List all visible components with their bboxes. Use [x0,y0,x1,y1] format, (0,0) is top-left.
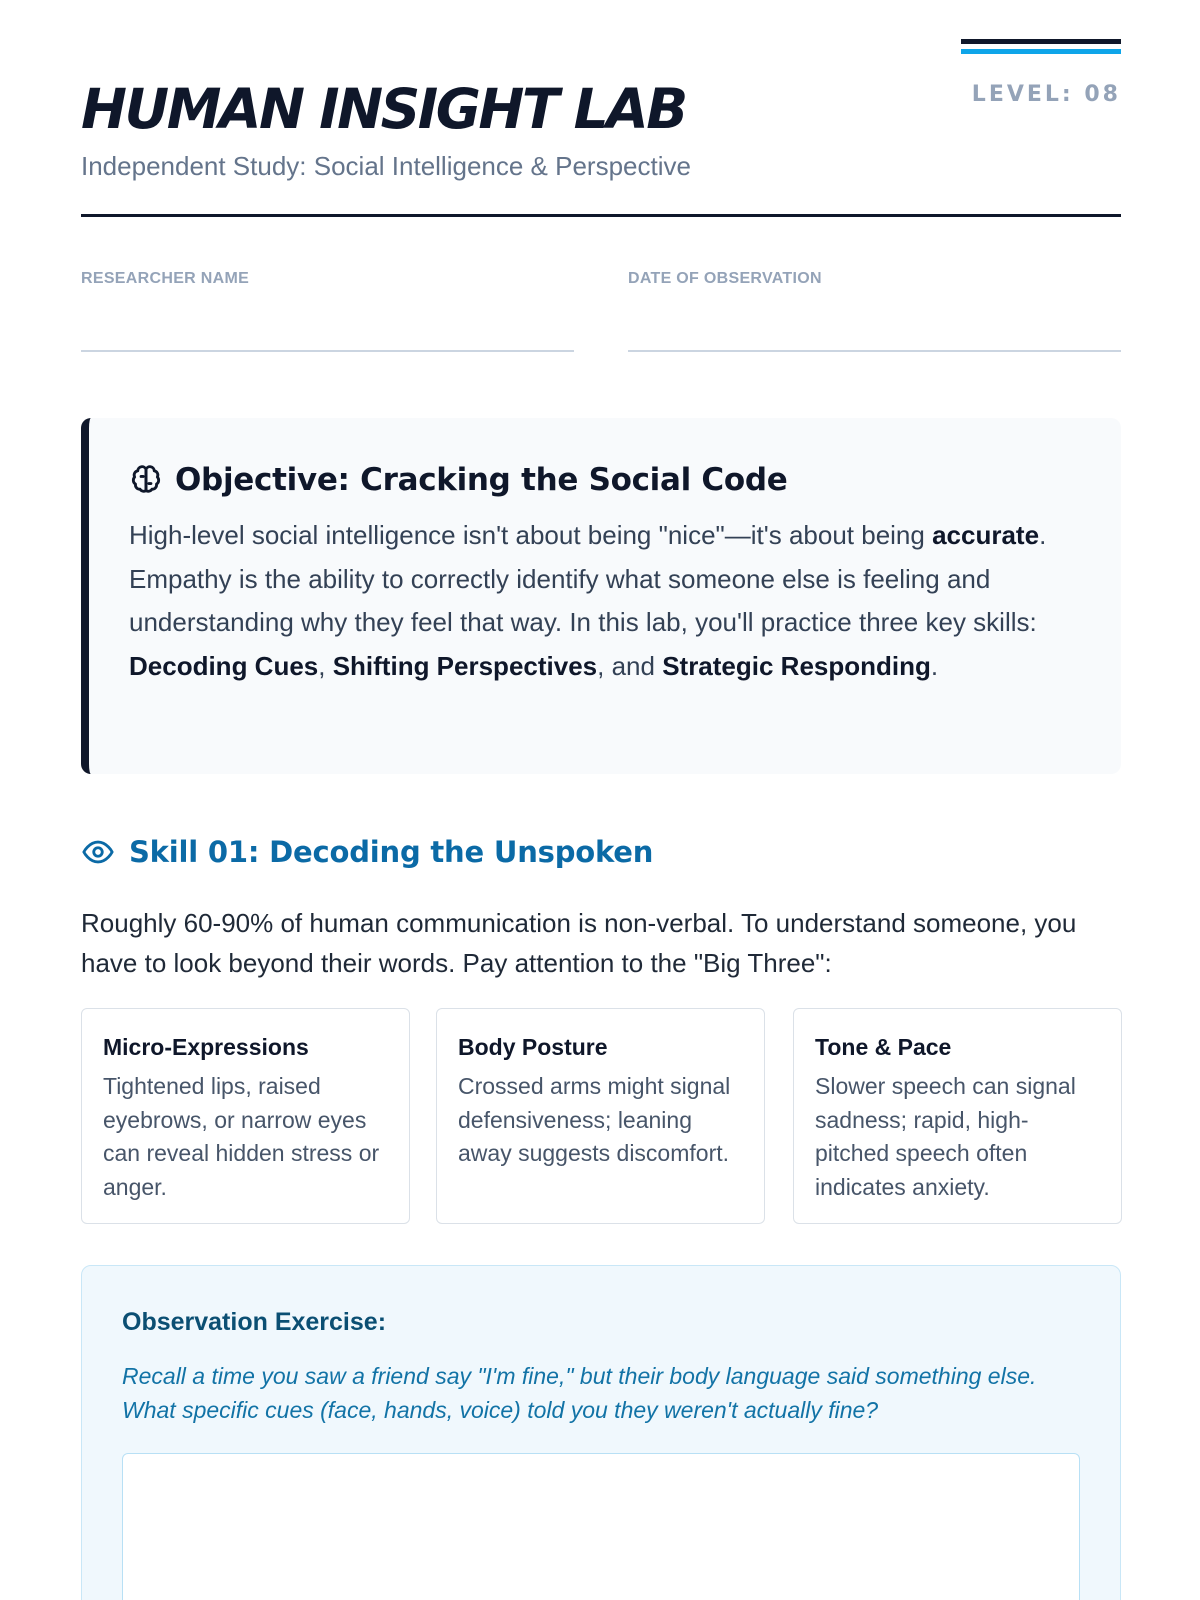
worksheet-page [81,0,1121,1423]
card-body-posture [436,1008,765,1224]
level-bar-dark [961,39,1121,44]
objective-heading [129,460,1077,500]
eye-icon [81,835,115,869]
card-title: Body Posture [458,1034,608,1060]
level-badge [972,82,1121,107]
objective-title: Objective: Cracking the Social Code [175,462,788,498]
card-text: Crossed arms might signal defensiveness; leaning away suggests discomfort. [458,1073,731,1166]
exercise-title: Observation Exercise: [122,1308,387,1336]
header [81,0,1121,217]
exercise-answer-box[interactable] [122,1453,1080,1600]
researcher-name-label: RESEARCHER NAME [81,270,250,287]
page-subtitle: Independent Study: Social Intelligence & Perspective [81,151,691,181]
observation-date-field[interactable] [628,270,1121,352]
level-label: LEVEL: 08 [971,82,1121,107]
level-bar-blue [961,49,1121,54]
card-micro-expressions [81,1008,410,1224]
exercise-prompt: Recall a time you saw a friend say "I'm fine," but their body language said something else. What specific cues (face, hands, voice) told you they weren't actually fine? [122,1363,1037,1423]
observation-exercise [81,1265,1121,1600]
card-tone-pace [793,1008,1122,1224]
card-title: Tone & Pace [815,1034,952,1060]
skill-intro: Roughly 60-90% of human communication is non-verbal. To understand someone, you have to look beyond their words. Pay attention to the "Big Three": [81,908,1077,978]
card-text: Slower speech can signal sadness; rapid, high-pitched speech often indicates anxiety. [815,1073,1076,1200]
objective-callout [81,418,1121,774]
objective-text: High-level social intelligence isn't about being "nice"—it's about being accurate. Empathy is the ability to correctly identify what someone else is feeling and understanding why they feel that way. In this lab, you'll practice three key skills: Decoding Cues, Shifting Perspectives, and Strategic Responding. [129,520,1047,681]
skill-title: Skill 01: Decoding the Unspoken [129,835,654,869]
observation-date-label: DATE OF OBSERVATION [628,270,822,287]
cue-cards [81,1008,1121,1224]
researcher-name-field[interactable] [81,270,574,352]
brain-icon [129,463,163,497]
info-fields [81,270,1121,352]
card-text: Tightened lips, raised eyebrows, or narrow eyes can reveal hidden stress or anger. [103,1073,380,1200]
page-title: HUMAN INSIGHT LAB [81,77,686,141]
skill-heading [81,832,653,872]
card-title: Micro-Expressions [103,1034,309,1060]
